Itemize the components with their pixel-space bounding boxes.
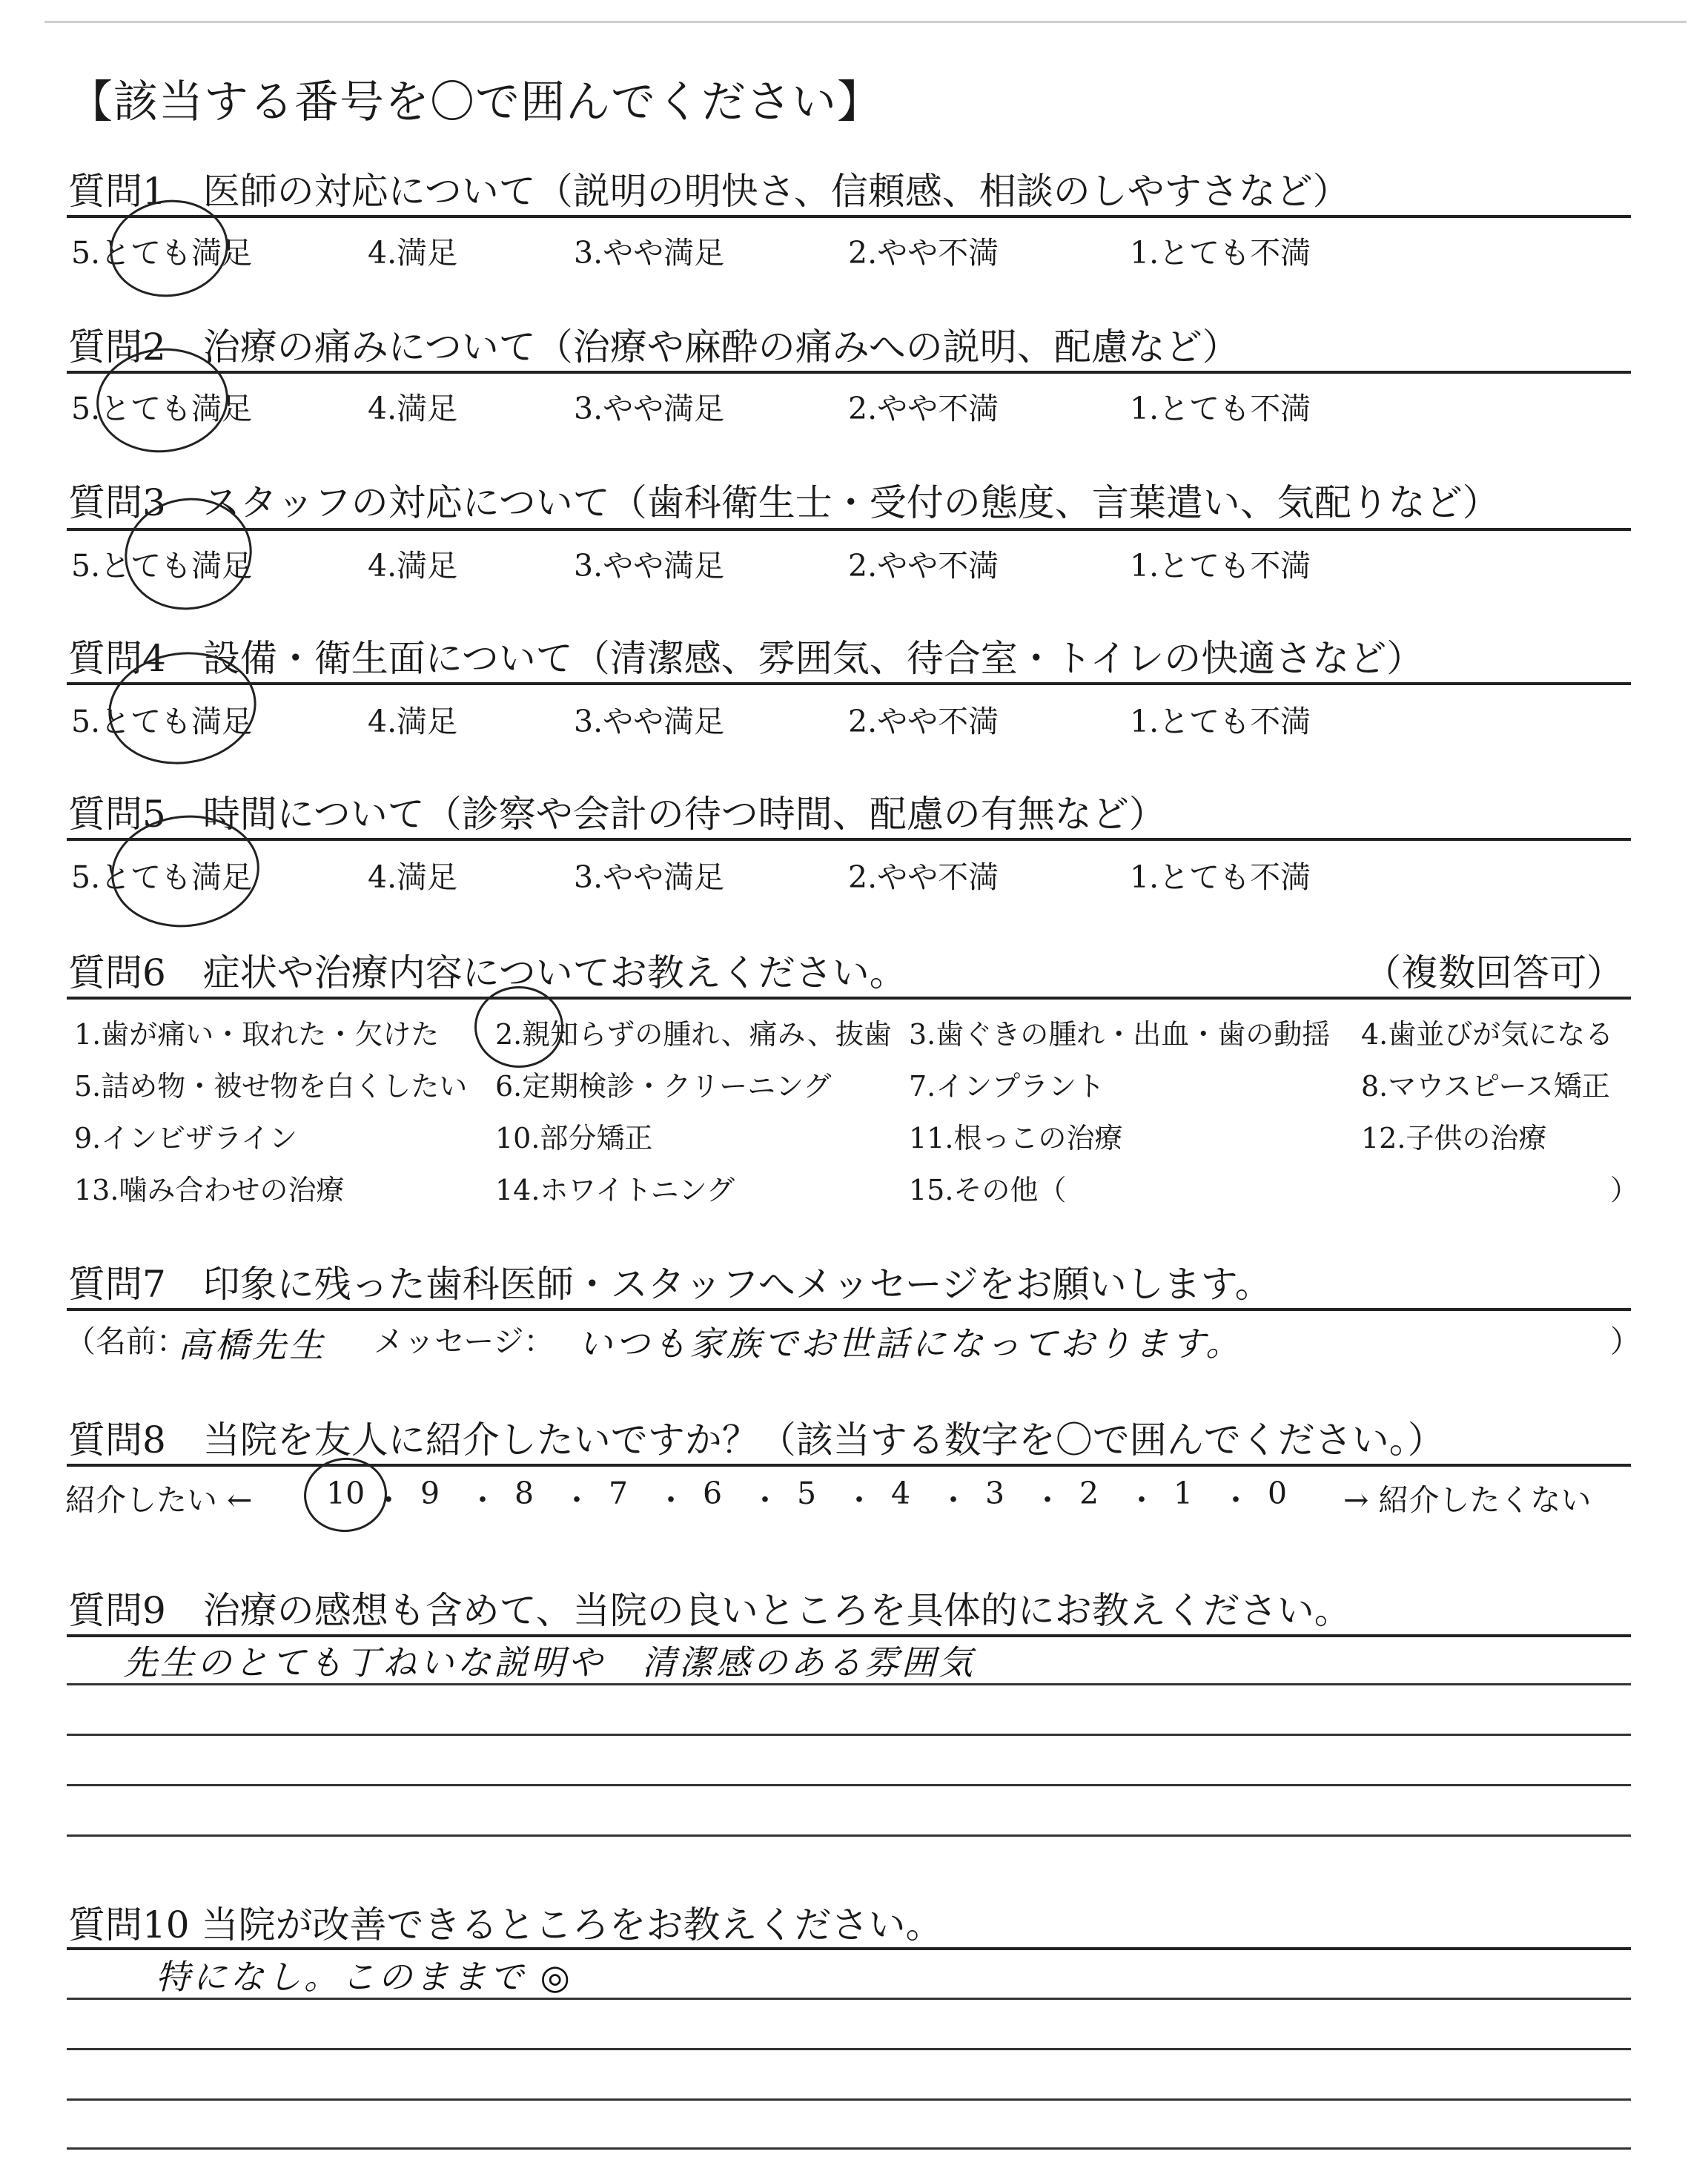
option-1[interactable]: 1.とても不満: [1130, 391, 1311, 426]
scale-separator: ・: [1220, 1482, 1251, 1518]
answer-line: [67, 1998, 1631, 2000]
scale-left-label: 紹介したい ←: [65, 1482, 253, 1518]
divider: [67, 1464, 1631, 1467]
option-5[interactable]: 5.とても満足: [71, 391, 253, 426]
scale-value-3[interactable]: 3: [985, 1476, 1005, 1511]
scale-value-7[interactable]: 7: [609, 1476, 629, 1511]
option-1[interactable]: 1.とても不満: [1130, 235, 1311, 271]
option-2[interactable]: 2.やや不満: [848, 859, 999, 895]
message-close-paren: ）: [1610, 1324, 1641, 1359]
divider: [67, 528, 1631, 531]
divider: [67, 215, 1631, 218]
answer-line: [67, 1784, 1631, 1786]
scale-value-8[interactable]: 8: [514, 1476, 534, 1511]
symptom-option[interactable]: 4.歯並びが気になる: [1361, 1018, 1614, 1051]
symptom-option[interactable]: 11.根っこの治療: [909, 1122, 1123, 1155]
divider: [67, 1308, 1631, 1311]
option-4[interactable]: 4.満足: [368, 391, 458, 426]
scale-value-2[interactable]: 2: [1079, 1476, 1099, 1511]
option-2[interactable]: 2.やや不満: [848, 235, 999, 271]
option-4[interactable]: 4.満足: [368, 548, 458, 584]
symptom-option[interactable]: 8.マウスピース矯正: [1361, 1070, 1610, 1103]
name-handwritten[interactable]: 高橋先生: [178, 1325, 326, 1365]
multiple-answer-note: （複数回答可）: [1364, 951, 1623, 994]
scale-separator: ・: [561, 1482, 592, 1518]
symptom-option[interactable]: 7.インプラント: [909, 1070, 1105, 1103]
question-title: 質問2 治療の痛みについて（治療や麻酔の痛みへの説明、配慮など）: [68, 326, 1239, 369]
scale-separator: ・: [655, 1482, 686, 1518]
scale-separator: ・: [938, 1482, 969, 1518]
question-title: 質問8 当院を友人に紹介したいですか？（該当する数字を〇で囲んでください。）: [68, 1418, 1445, 1462]
question-title: 質問7 印象に残った歯科医師・スタッフへメッセージをお願いします。: [68, 1263, 1272, 1306]
selection-circle: [474, 986, 563, 1068]
symptom-option[interactable]: 1.歯が痛い・取れた・欠けた: [74, 1018, 440, 1051]
symptom-option[interactable]: 9.インビザライン: [74, 1122, 298, 1155]
option-4[interactable]: 4.満足: [368, 859, 458, 895]
scale-value-0[interactable]: 0: [1268, 1476, 1288, 1511]
option-1[interactable]: 1.とても不満: [1130, 704, 1311, 739]
answer-line: [67, 1683, 1631, 1685]
divider: [67, 682, 1631, 685]
message-handwritten[interactable]: いつも家族でお世話になっております。: [578, 1324, 1243, 1364]
option-3[interactable]: 3.やや満足: [574, 548, 725, 584]
option-5[interactable]: 5.とても満足: [71, 548, 253, 584]
divider: [67, 838, 1631, 841]
scale-separator: ・: [1032, 1482, 1063, 1518]
question-title: 質問9 治療の感想も含めて、当院の良いところを具体的にお教えください。: [68, 1589, 1351, 1632]
divider: [67, 997, 1631, 1000]
question-title: 質問4 設備・衛生面について（清潔感、雰囲気、待合室・トイレの快適さなど）: [68, 637, 1424, 680]
answer-line: [67, 2147, 1631, 2150]
option-4[interactable]: 4.満足: [368, 235, 458, 271]
answer-line: [67, 1734, 1631, 1736]
question-title: 質問5 時間について（診察や会計の待つ時間、配慮の有無など）: [68, 793, 1166, 836]
answer-handwritten[interactable]: 特になし。このままで ◎: [156, 1957, 573, 1997]
scale-separator: ・: [844, 1482, 875, 1518]
symptom-option[interactable]: 6.定期検診・クリーニング: [495, 1070, 832, 1103]
option-5[interactable]: 5.とても満足: [71, 859, 253, 895]
symptom-option[interactable]: 2.親知らずの腫れ、痛み、抜歯: [495, 1018, 892, 1051]
scale-separator: ・: [373, 1482, 404, 1518]
option-1[interactable]: 1.とても不満: [1130, 859, 1311, 895]
answer-handwritten[interactable]: 先生のとても丁ねいな説明や 清潔感のある雰囲気: [123, 1642, 976, 1682]
scale-value-9[interactable]: 9: [420, 1476, 440, 1511]
symptom-option[interactable]: 5.詰め物・被せ物を白くしたい: [74, 1070, 468, 1103]
symptom-option[interactable]: 3.歯ぐきの腫れ・出血・歯の動揺: [909, 1018, 1331, 1051]
option-3[interactable]: 3.やや満足: [574, 391, 725, 426]
option-3[interactable]: 3.やや満足: [574, 235, 725, 271]
answer-line: [67, 2098, 1631, 2101]
divider: [67, 371, 1631, 374]
question-title: 質問3 スタッフの対応について（歯科衛生士・受付の態度、言葉遣い、気配りなど）: [68, 481, 1500, 524]
option-3[interactable]: 3.やや満足: [574, 859, 725, 895]
scale-value-5[interactable]: 5: [797, 1476, 817, 1511]
option-2[interactable]: 2.やや不満: [848, 391, 999, 426]
scale-value-1[interactable]: 1: [1174, 1476, 1194, 1511]
scale-right-label: → 紹介したくない: [1343, 1482, 1592, 1518]
answer-line: [67, 2048, 1631, 2050]
answer-line: [67, 1834, 1631, 1837]
symptom-option[interactable]: 10.部分矯正: [495, 1122, 653, 1155]
question-title: 質問10 当院が改善できるところをお教えください。: [68, 1903, 943, 1946]
option-3[interactable]: 3.やや満足: [574, 704, 725, 739]
option-1[interactable]: 1.とても不満: [1130, 548, 1311, 584]
scale-value-10[interactable]: 10: [326, 1476, 365, 1511]
option-2[interactable]: 2.やや不満: [848, 548, 999, 584]
scale-separator: ・: [1126, 1482, 1157, 1518]
option-5[interactable]: 5.とても満足: [71, 704, 253, 739]
symptom-option[interactable]: 15.その他（: [909, 1174, 1067, 1206]
symptom-option[interactable]: 12.子供の治療: [1361, 1122, 1547, 1155]
form-header: 【該当する番号を〇で囲んでください】: [68, 76, 882, 128]
symptom-option[interactable]: 14.ホワイトニング: [495, 1174, 735, 1206]
option-5[interactable]: 5.とても満足: [71, 235, 253, 271]
option-2[interactable]: 2.やや不満: [848, 704, 999, 739]
other-close-paren: ）: [1610, 1174, 1639, 1206]
scale-value-4[interactable]: 4: [891, 1476, 911, 1511]
scale-separator: ・: [467, 1482, 498, 1518]
symptom-option[interactable]: 13.噛み合わせの治療: [74, 1174, 345, 1206]
scale-separator: ・: [749, 1482, 781, 1518]
name-label: （名前：: [65, 1324, 187, 1359]
question-title: 質問1 医師の対応について（説明の明快さ、信頼感、相談のしやすさなど）: [68, 170, 1350, 213]
message-label: メッセージ：: [374, 1324, 555, 1359]
option-4[interactable]: 4.満足: [368, 704, 458, 739]
scale-value-6[interactable]: 6: [703, 1476, 723, 1511]
page-top-edge: [44, 21, 1687, 23]
question-title: 質問6 症状や治療内容についてお教えください。: [68, 951, 907, 994]
